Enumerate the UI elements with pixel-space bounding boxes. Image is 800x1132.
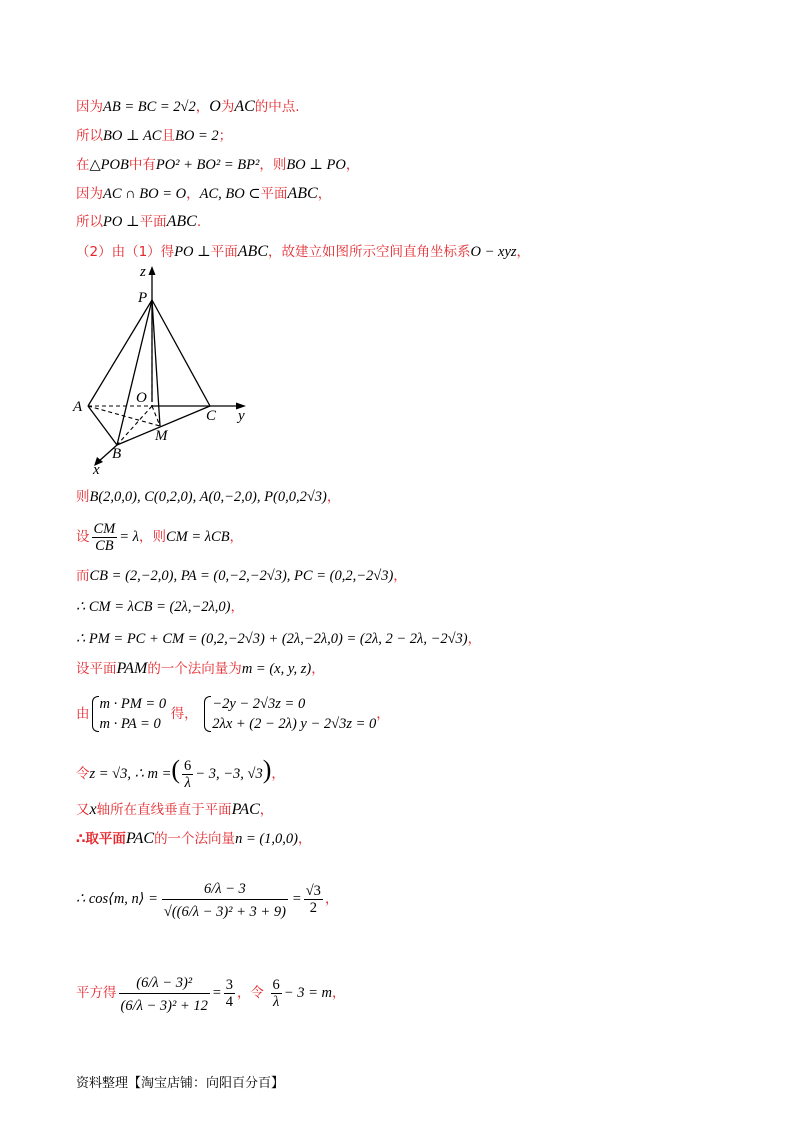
numerator: 6 (184, 757, 192, 774)
numerator: 6/λ − 3 (162, 879, 288, 900)
text: 中有 (128, 157, 156, 173)
denominator: 2 (309, 899, 317, 916)
denominator: 4 (225, 993, 233, 1010)
cosine-fraction (162, 879, 288, 920)
ratio-line (76, 520, 243, 554)
text: ， (326, 489, 341, 505)
math: PO ⊥ (103, 214, 140, 230)
numerator: 3 (225, 976, 233, 993)
math: = (211, 985, 222, 1001)
text: ，故建立如图所示空间直角坐标系 (268, 244, 471, 260)
math: PO² + BO² = BP² (155, 157, 260, 173)
math: △POB (89, 157, 129, 173)
text: 又 (76, 802, 90, 818)
text: ； (218, 128, 233, 144)
math: O (209, 98, 221, 115)
math: ABC (287, 185, 318, 202)
cm-line (76, 597, 244, 617)
system-line (76, 692, 390, 736)
text: ，则 (138, 529, 166, 545)
text: ， (298, 831, 312, 847)
coordinates-line (76, 487, 340, 507)
label-O: O (136, 390, 147, 406)
text: ， (271, 766, 285, 782)
footer-source: 资料整理【淘宝店铺：向阳百分百】 (76, 1076, 285, 1091)
text: ， (311, 661, 325, 677)
text: ， (195, 99, 210, 115)
denominator: λ (184, 774, 191, 791)
z-axis-arrow (149, 266, 156, 275)
text: 的中点. (254, 99, 300, 115)
x-axis-line (76, 800, 273, 820)
vectors-line (76, 566, 407, 586)
numerator: 6 (272, 976, 280, 993)
math: B(2,0,0), C(0,2,0), A(0,−2,0), P(0,0,2√3) (89, 489, 327, 505)
label-M: M (155, 428, 168, 444)
denominator: √((6/λ − 3)² + 3 + 9) (163, 903, 286, 920)
text: ， (186, 186, 200, 202)
label-z: z (140, 264, 146, 280)
text: . (196, 214, 202, 230)
set-z-line (76, 752, 285, 792)
numerator: CM (93, 520, 116, 537)
math: O − xyz (470, 244, 517, 260)
math: AB = BC = 2√2 (103, 99, 196, 115)
denominator: (6/λ − 3)² + 12 (120, 997, 208, 1014)
equation: 2λx + (2 − 2λ) y − 2√3z = 0 (212, 716, 377, 732)
normal-n-line (76, 829, 312, 849)
math: = (291, 891, 302, 907)
math: = λ (119, 529, 139, 545)
math: − 3, −3, √3 (195, 766, 263, 782)
numerator: (6/λ − 3)² (119, 973, 210, 994)
system-1 (90, 694, 167, 734)
cosine-line (76, 862, 338, 936)
denominator: λ (273, 993, 280, 1010)
fraction-6-lambda-2 (271, 977, 282, 1010)
text: 设平面 (76, 661, 117, 677)
label-C: C (206, 408, 217, 424)
equation: m · PA = 0 (99, 716, 161, 732)
math: ABC (237, 243, 268, 260)
text: 平面 (139, 214, 167, 230)
label-A: A (73, 399, 83, 415)
math: AC (234, 98, 255, 115)
paren: ( (171, 755, 181, 784)
text: ， (259, 802, 274, 818)
math: ABC (166, 213, 197, 230)
math: ∴ PM = PC + CM = (0,2,−2√3) + (2λ,−2λ,0) = (2λ, 2 − 2λ, −2√3) (76, 631, 468, 647)
proof-line-1 (76, 97, 300, 117)
fraction-6-lambda (182, 758, 193, 791)
numerator: √3 (305, 882, 321, 899)
square-line (76, 958, 345, 1028)
math: PAC (231, 801, 260, 818)
part2-heading (76, 242, 530, 262)
text: 令 (76, 766, 90, 782)
system-2 (202, 694, 376, 734)
text: 所以 (76, 214, 103, 230)
math: BO = 2 (174, 128, 219, 144)
text: 平面 (260, 186, 288, 202)
math: AC ∩ BO = O (103, 186, 187, 202)
equation: m · PM = 0 (99, 696, 167, 712)
label-P: P (138, 290, 148, 306)
text: 则 (76, 489, 90, 505)
text: ， (393, 568, 407, 584)
text: 且 (161, 128, 175, 144)
label-y: y (238, 408, 245, 424)
text: 由 (76, 706, 90, 722)
math: − 3 = m (283, 985, 332, 1001)
text: 因为 (76, 186, 103, 202)
proof-line-4 (76, 184, 331, 204)
text: 所以 (76, 128, 103, 144)
math: ∴ CM = λCB = (2λ,−2λ,0) (76, 599, 231, 615)
text: 得， (170, 706, 198, 722)
text: ， (345, 157, 360, 173)
math: CB = (2,−2,0), PA = (0,−2,−2√3), PC = (0,2,−2√3) (89, 568, 394, 584)
math: ∴ cos⟨m, n⟩ = (76, 891, 158, 907)
edge-PC (152, 300, 210, 406)
text: ， (229, 529, 244, 545)
text: ， (317, 186, 332, 202)
label-B: B (112, 446, 122, 462)
fraction-sqrt3-2 (304, 883, 323, 916)
pyramid-figure (70, 262, 260, 477)
math: PAM (116, 660, 148, 677)
text: ， (324, 891, 339, 907)
text: 的一个法向量为 (147, 661, 242, 677)
paren: ) (262, 755, 272, 784)
proof-line-5 (76, 212, 201, 232)
text: 在 (76, 157, 90, 173)
equation: −2y − 2√3z = 0 (212, 696, 306, 712)
text: 设 (76, 529, 90, 545)
text: ， (376, 706, 390, 722)
math: AC, BO ⊂ (199, 186, 261, 202)
text: ， (331, 985, 346, 1001)
text: 为 (220, 99, 235, 115)
square-fraction (119, 973, 210, 1014)
edge-AB (88, 406, 117, 445)
text: ， (467, 631, 482, 647)
math: z = √3, ∴ m = (89, 766, 172, 782)
math: PAC (125, 830, 155, 847)
text: ∴取平面 (76, 831, 126, 847)
text: 因为 (76, 99, 103, 115)
math: x (89, 801, 97, 818)
text: ，则 (259, 157, 287, 173)
pm-line (76, 629, 481, 649)
text: 而 (76, 568, 90, 584)
edge-PM (152, 300, 160, 426)
text: 的一个法向量 (154, 831, 236, 847)
fraction-3-4 (224, 977, 235, 1010)
label-x: x (93, 462, 100, 477)
text: 平方得 (76, 985, 117, 1001)
normal-vector-line (76, 659, 325, 679)
math: n = (1,0,0) (235, 831, 299, 847)
text: 平面 (210, 244, 238, 260)
math: BO ⊥ AC (103, 128, 162, 144)
text: 轴所在直线垂直于平面 (96, 802, 232, 818)
denominator: CB (95, 537, 114, 554)
fraction-CM-CB (92, 521, 118, 554)
edge-PB (117, 300, 152, 445)
text: （2）由（1）得 (76, 244, 175, 260)
proof-line-2 (76, 126, 232, 146)
math: BO ⊥ PO (286, 157, 346, 173)
text: ， (516, 244, 531, 260)
text: ，令 (236, 985, 264, 1001)
math: CM = λCB (165, 529, 230, 545)
math: m = (x, y, z) (241, 661, 312, 677)
text: ， (230, 599, 244, 615)
proof-line-3 (76, 155, 359, 175)
math: PO ⊥ (174, 244, 211, 260)
